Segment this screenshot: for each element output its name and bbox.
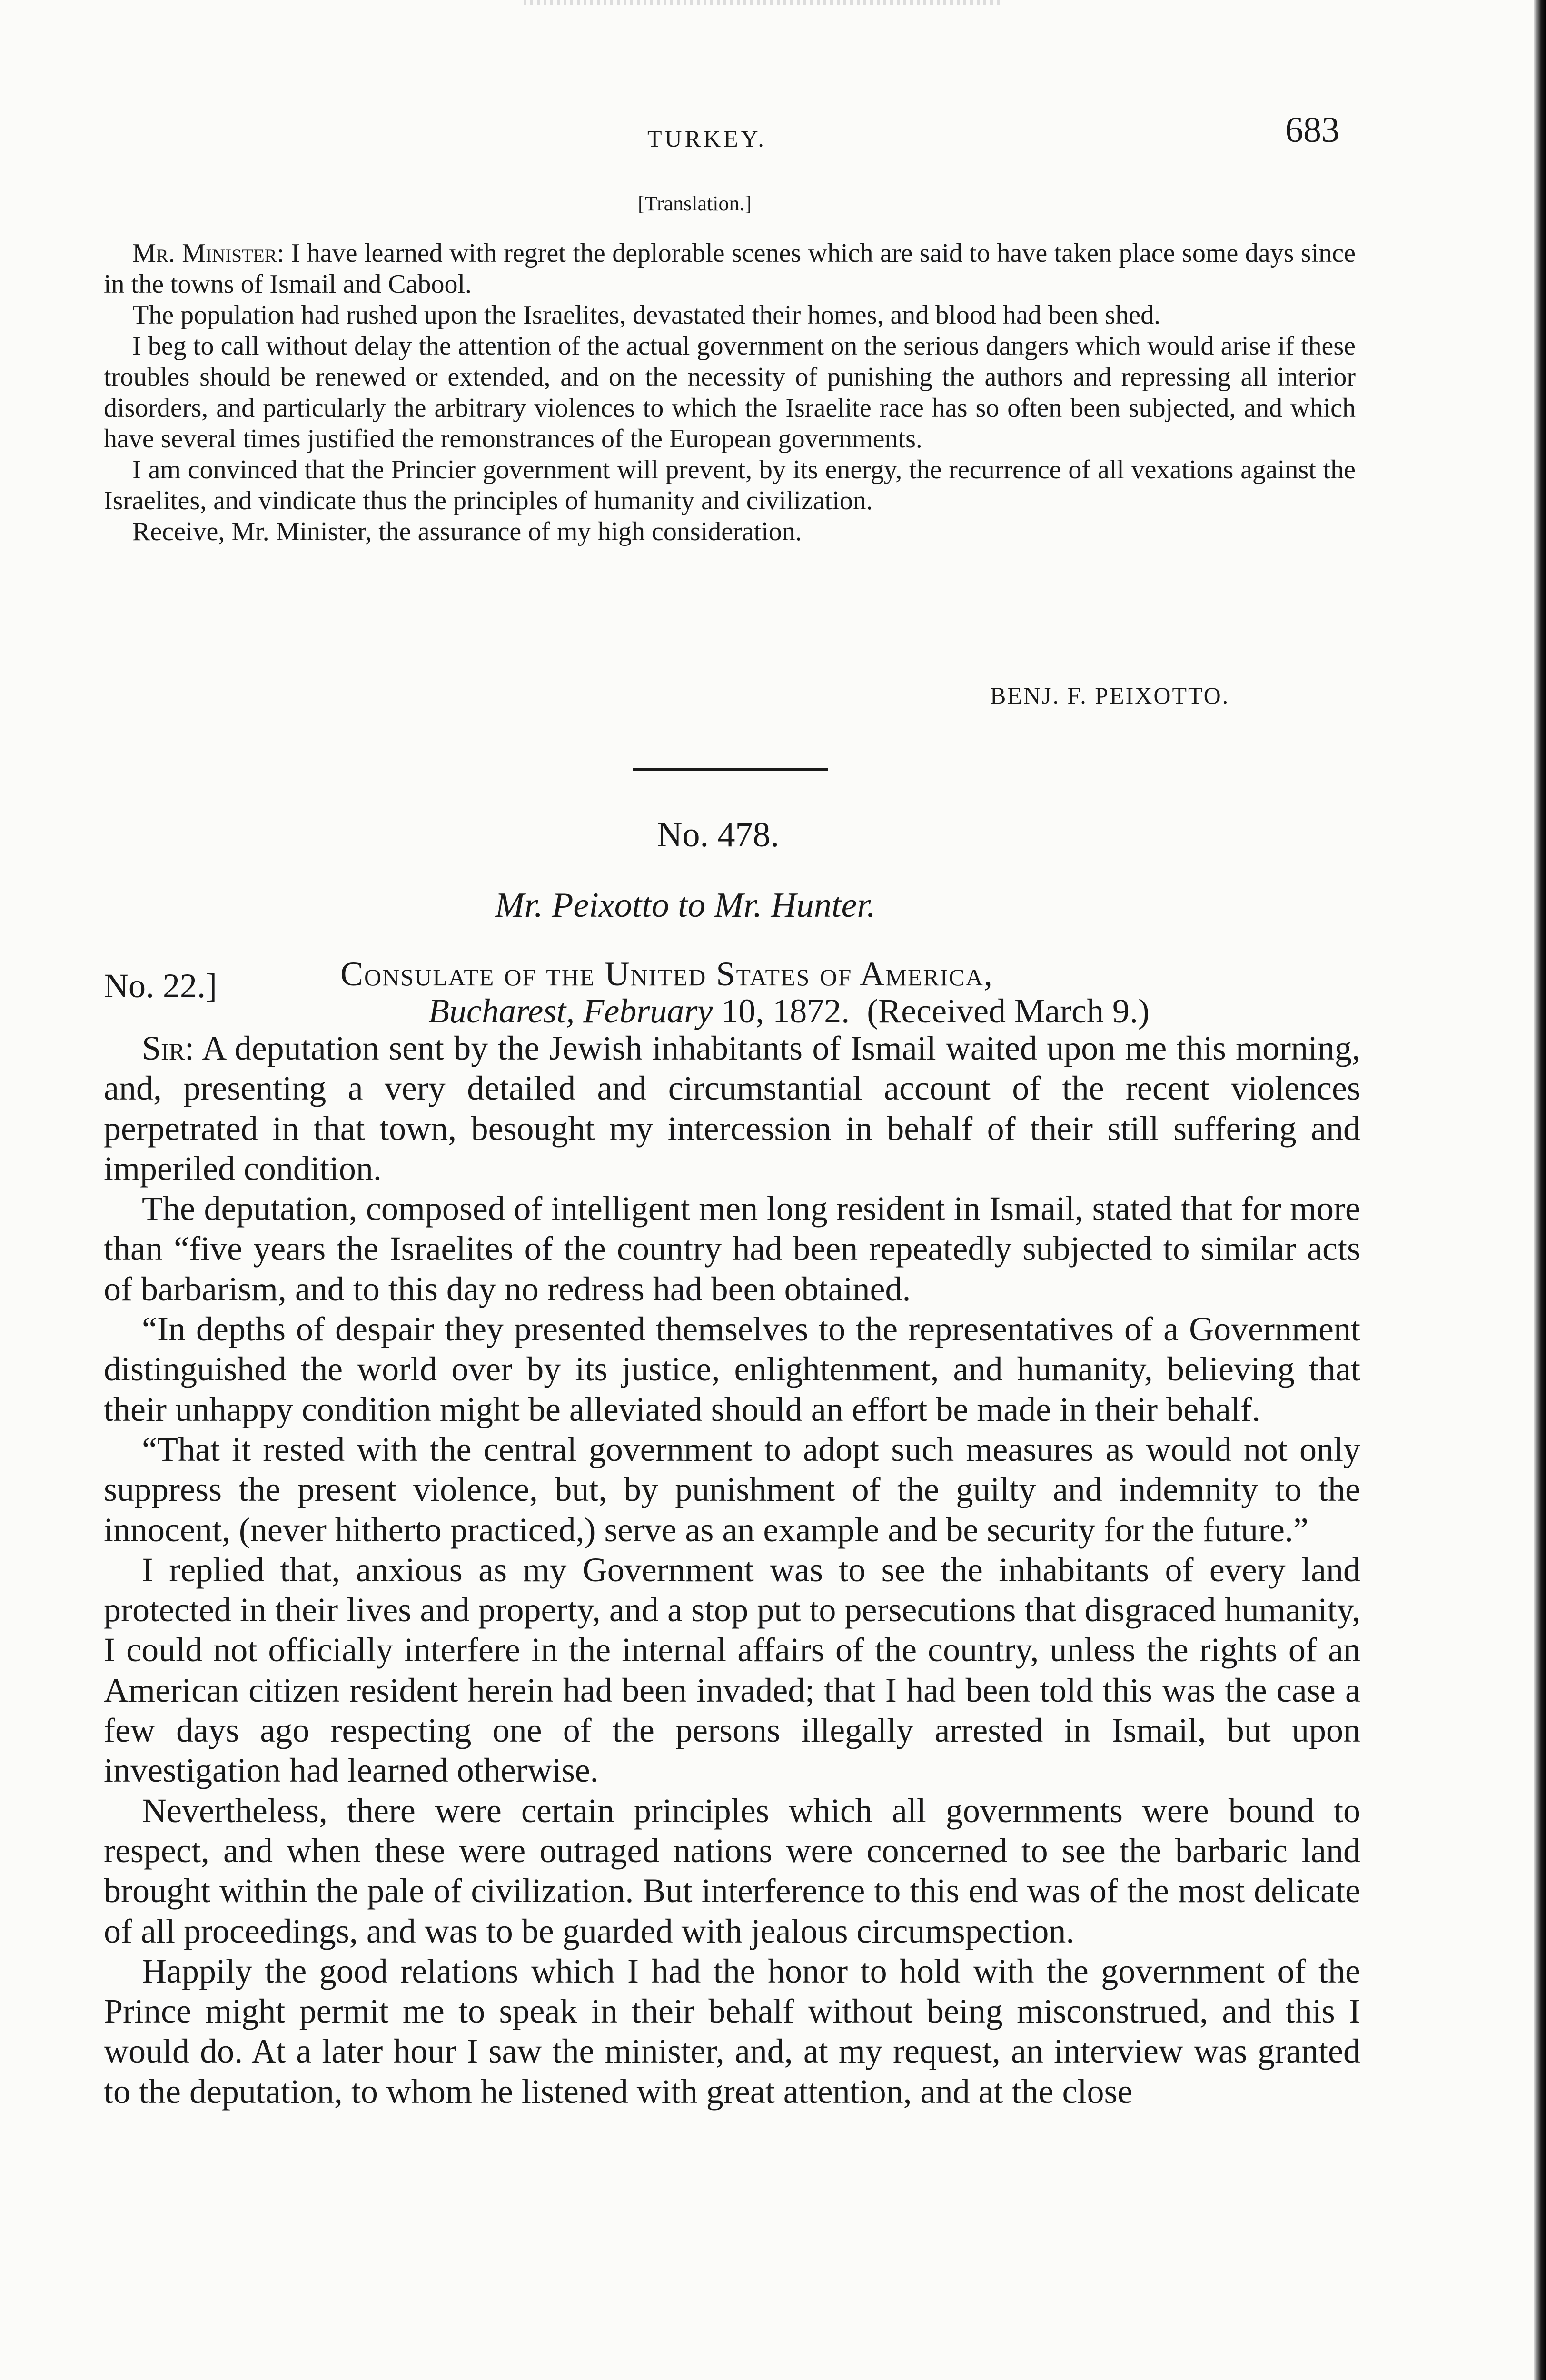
scan-right-edge [1534,0,1546,2380]
letter-paragraph [104,238,1356,300]
consulate-line: Consulate of the United States of America, [340,955,993,993]
section-divider [633,768,828,771]
body-paragraph [104,1028,1360,1189]
translated-letter [104,238,1356,547]
place-date: Bucharest, February [428,992,713,1030]
document-number: No. 478. [657,815,779,854]
letter-salutation: Mr. Minister: [132,238,285,268]
page-number: 683 [1285,110,1339,150]
running-title: TURKEY. [647,125,767,152]
dispatch-body [104,1028,1360,2112]
body-salutation: Sir: [142,1029,195,1067]
letter-paragraph: I beg to call without delay the attention of the actual government on the serious dangers which would arise if these troubles should be renewed or extended, and on the necessity of punishing the authors and repressing all interior disorders, and particularly the arbitrary violences to which the Israelite race has so often been subjected, and which have several times justified the remonstrances of the European governments. [104,331,1356,454]
body-paragraph: I replied that, anxious as my Government was to see the inhabitants of every land protected in their lives and property, and a stop put to persecutions that disgraced humanity, I could not officially interfere in the internal affairs of the country, unless the rights of an American citizen resident herein had been invaded; that I had been told this was the case a few days ago respecting one of the persons illegally arrested in Ismail, but upon investigation had learned otherwise. [104,1550,1360,1790]
document-heading: Mr. Peixotto to Mr. Hunter. [495,886,876,925]
body-paragraph: “In depths of despair they presented themselves to the representatives of a Government distinguished the world over by its justice, enlightenment, and humanity, believing that their unhappy condition might be alleviated should an effort be made in their behalf. [104,1310,1360,1428]
dateline [428,992,1150,1031]
letter-closing: Receive, Mr. Minister, the assurance of my high consideration. [132,517,802,546]
letter-signature: BENJ. F. PEIXOTTO. [990,682,1230,709]
letter-paragraph: The population had rushed upon the Israelites, devastated their homes, and blood had been shed. [132,300,1161,330]
translation-note: [Translation.] [638,192,752,215]
body-paragraph: The deputation, composed of intelligent men long resident in Ismail, stated that for more than “five years the Israelites of the country had been repeatedly subjected to similar acts of barbarism, and to this day no redress had been obtained. [104,1190,1360,1308]
body-paragraph: “That it rested with the central government to adopt such measures as would not only suppress the present violence, but, by punishment of the guilty and indemnity to the innocent, (never hitherto practiced,) serve as an example and be security for the future.” [104,1430,1360,1549]
dispatch-reference: No. 22.] [104,967,217,1005]
letter-paragraph-text: I have learned with regret the deplorable scenes which are said to have taken place some days since in the towns of Ismail and Cabool. [104,238,1356,299]
scan-top-edge [524,0,1000,5]
letter-paragraph: I am convinced that the Princier government will prevent, by its energy, the recurrence of all vexations against the Israelites, and vindicate thus the principles of humanity and civilization. [104,455,1356,516]
date-year: 10, 1872. [713,992,850,1030]
body-paragraph: Nevertheless, there were certain principles which all governments were bound to respect, and when these were outraged nations were concerned to see the barbaric land brought within the pale of civilization. But interference to this end was of the most delicate of all proceedings, and was to be guarded with jealous circumspection. [104,1791,1360,1950]
received-date: (Received March 9.) [867,992,1150,1030]
body-paragraph: Happily the good relations which I had the honor to hold with the government of the Prince might permit me to speak in their behalf without being misconstrued, and this I would do. At a later hour I saw the minister, and, at my request, an interview was granted to the deputation, to whom he listened with great attention, and at the close [104,1952,1360,2111]
body-paragraph-text: A deputation sent by the Jewish inhabitants of Ismail waited upon me this morning, and, presenting a very detailed and circumstantial account of the recent violences perpetrated in that town, besought my intercession in behalf of their still suffering and imperiled condition. [104,1029,1361,1188]
